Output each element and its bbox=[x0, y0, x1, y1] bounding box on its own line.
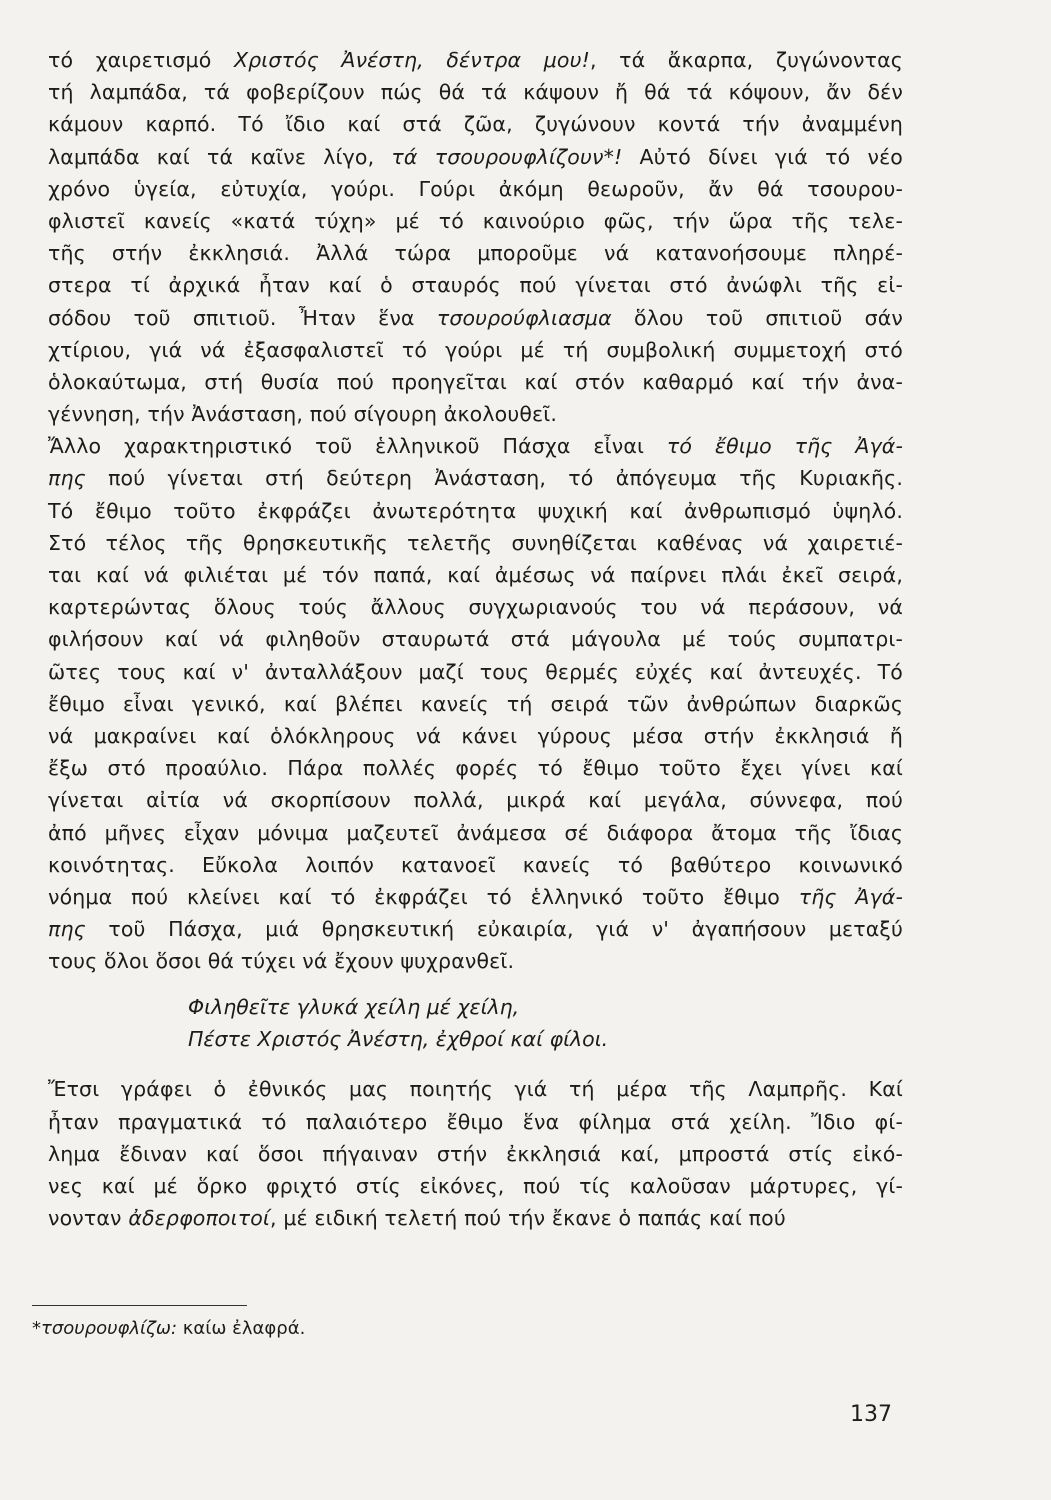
text-span: τῆς στήν ἐκκλησιά. Ἀλλά τώρα μποροῦμε νά κατανοήσουμε πληρέ- bbox=[48, 241, 903, 266]
text-line bbox=[48, 591, 903, 623]
text-line bbox=[48, 269, 903, 301]
text-line bbox=[48, 334, 903, 366]
text-span: Αὐτό δίνει γιά τό νέο bbox=[622, 144, 903, 169]
text-line bbox=[48, 623, 903, 655]
text-span: τους ὅλοι ὅσοι θά τύχει νά ἔχουν ψυχρανθεῖ. bbox=[48, 949, 515, 974]
text-span: ἔξω στό προαύλιο. Πάρα πολλές φορές τό ἔθιμο τοῦτο ἔχει γίνει καί bbox=[48, 756, 903, 781]
text-span: ἀπό μῆνες εἶχαν μόνιμα μαζευτεῖ ἀνάμεσα σέ διάφορα ἄτομα τῆς ἴδιας bbox=[48, 820, 903, 845]
paragraph-1 bbox=[48, 44, 903, 430]
text-span: Ἄλλο χαρακτηριστικό τοῦ ἑλληνικοῦ Πάσχα εἶναι bbox=[48, 434, 667, 459]
text-line bbox=[48, 849, 903, 881]
text-span: χτίριου, γιά νά ἐξασφαλιστεῖ τό γούρι μέ τή συμβολική συμμετοχή στό bbox=[48, 337, 903, 362]
text-line bbox=[48, 945, 903, 977]
text-line bbox=[48, 430, 903, 462]
text-span: λαμπάδα καί τά καῖνε λίγο, bbox=[48, 144, 392, 169]
text-line bbox=[48, 1138, 903, 1170]
text-span: πού γίνεται στή δεύτερη Ἀνάσταση, τό ἀπόγευμα τῆς Κυριακῆς. bbox=[85, 466, 903, 491]
text-line bbox=[48, 559, 903, 591]
text-span: ἦταν πραγματικά τό παλαιότερο ἔθιμο ἕνα φίλημα στά χείλη. Ἴδιο φί- bbox=[48, 1109, 903, 1134]
text-line bbox=[48, 302, 903, 334]
text-line bbox=[48, 205, 903, 237]
poem-line-2: Πέστε Χριστός Ἀνέστη, ἐχθροί καί φίλοι. bbox=[188, 1027, 609, 1052]
text-span: τοῦ Πάσχα, μιά θρησκευτική εὐκαιρία, γιά ν' ἀγαπήσουν μεταξύ bbox=[85, 917, 903, 942]
text-span: Ἔτσι γράφει ὁ ἐθνικός μας ποιητής γιά τή μέρα τῆς Λαμπρῆς. Καί bbox=[48, 1077, 903, 1102]
text-span: Στό τέλος τῆς θρησκευτικῆς τελετῆς συνηθίζεται καθένας νά χαιρετιέ- bbox=[48, 530, 903, 555]
text-line bbox=[48, 881, 903, 913]
footnote-term: *τσουρουφλίζω: bbox=[32, 1318, 178, 1339]
text-span: φλιστεῖ κανείς «κατά τύχη» μέ τό καινούριο φῶς, τήν ὥρα τῆς τελε- bbox=[48, 208, 903, 233]
body-text bbox=[48, 44, 903, 1234]
text-line bbox=[48, 688, 903, 720]
text-span: ὅλου τοῦ σπιτιοῦ σάν bbox=[611, 305, 903, 330]
footnote-definition: καίω ἐλαφρά. bbox=[177, 1318, 306, 1339]
text-span: ται καί νά φιλιέται μέ τόν παπά, καί ἀμέσως νά παίρνει πλάι ἐκεῖ σειρά, bbox=[48, 563, 903, 587]
text-line bbox=[48, 76, 903, 108]
page-number: 137 bbox=[850, 1402, 892, 1427]
text-span: γέννηση, τήν Ἀνάσταση, πού σίγουρη ἀκολουθεῖ. bbox=[48, 402, 558, 427]
text-span: νόημα πού κλείνει καί τό ἐκφράζει τό ἑλληνικό τοῦτο ἔθιμο bbox=[48, 884, 799, 909]
text-line bbox=[48, 173, 903, 205]
text-span: τό χαιρετισμό bbox=[48, 48, 234, 72]
text-span: ῶτες τους καί ν' ἀνταλλάξουν μαζί τους θερμές εὐχές καί ἀντευχές. Τό bbox=[48, 659, 903, 684]
text-span: χρόνο ὑγεία, εὐτυχία, γούρι. Γούρι ἀκόμη θεωροῦν, ἄν θά τσουρου- bbox=[48, 176, 903, 201]
text-line bbox=[48, 527, 903, 559]
text-line bbox=[48, 656, 903, 688]
text-span: νονταν bbox=[48, 1206, 129, 1231]
text-span: Τό ἔθιμο τοῦτο ἐκφράζει ἀνωτερότητα ψυχική καί ἀνθρωπισμό ὑψηλό. bbox=[48, 498, 903, 523]
italic-span: τῆς Ἀγά- bbox=[798, 884, 904, 909]
italic-span: ἀδερφοποιτοί bbox=[128, 1206, 270, 1231]
text-span: καρτερώντας ὅλους τούς ἄλλους συγχωριανούς του νά περάσουν, νά bbox=[48, 595, 903, 620]
paragraph-2 bbox=[48, 430, 903, 977]
text-line bbox=[48, 398, 903, 430]
text-line bbox=[48, 1073, 903, 1105]
text-line bbox=[48, 44, 903, 76]
text-line bbox=[48, 913, 903, 945]
italic-span: πης bbox=[48, 917, 86, 942]
text-line bbox=[48, 817, 903, 849]
text-line bbox=[48, 108, 903, 140]
text-span: νες καί μέ ὅρκο φριχτό στίς εἰκόνες, πού τίς καλοῦσαν μάρτυρες, γί- bbox=[48, 1174, 903, 1198]
text-line bbox=[48, 1106, 903, 1138]
text-line bbox=[48, 366, 903, 398]
text-span: ὁλοκαύτωμα, στή θυσία πού προηγεῖται καί στόν καθαρμό καί τήν ἀνα- bbox=[48, 369, 903, 394]
text-span: ἔθιμο εἶναι γενικό, καί βλέπει κανείς τή σειρά τῶν ἀνθρώπων διαρκῶς bbox=[48, 691, 903, 716]
text-span: φιλήσουν καί νά φιληθοῦν σταυρωτά στά μάγουλα μέ τούς συμπατρι- bbox=[48, 627, 903, 652]
text-span: , μέ ειδική τελετή πού τήν ἔκανε ὁ παπάς καί πού bbox=[270, 1206, 786, 1231]
italic-span: τσουρούφλιασμα bbox=[436, 305, 612, 330]
text-span: σόδου τοῦ σπιτιοῦ. Ἦταν ἕνα bbox=[48, 305, 437, 330]
text-line bbox=[48, 784, 903, 816]
poem-quote bbox=[188, 991, 903, 1055]
italic-span: τά τσουρουφλίζουν*! bbox=[391, 144, 623, 169]
italic-span: πης bbox=[48, 466, 86, 491]
text-span: κοινότητας. Εὔκολα λοιπόν κατανοεῖ κανείς τό βαθύτερο κοινωνικό bbox=[48, 852, 903, 877]
text-span: κάμουν καρπό. Τό ἴδιο καί στά ζῶα, ζυγώνουν κοντά τήν ἀναμμένη bbox=[48, 112, 903, 137]
text-span: , τά ἄκαρπα, ζυγώνοντας bbox=[589, 48, 903, 72]
text-span: τή λαμπάδα, τά φοβερίζουν πώς θά τά κάψουν ἤ θά τά κόψουν, ἄν δέν bbox=[48, 80, 903, 105]
text-span: γίνεται αἰτία νά σκορπίσουν πολλά, μικρά καί μεγάλα, σύννεφα, πού bbox=[48, 788, 903, 813]
italic-span: Χριστός Ἀνέστη, δέντρα μου! bbox=[233, 48, 590, 72]
italic-span: τό ἔθιμο τῆς Ἀγά- bbox=[666, 434, 903, 459]
text-span: λημα ἔδιναν καί ὅσοι πήγαιναν στήν ἐκκλησιά καί, μπροστά στίς εἰκό- bbox=[48, 1141, 903, 1166]
text-line bbox=[48, 720, 903, 752]
text-line bbox=[48, 1170, 903, 1202]
text-line bbox=[48, 1202, 903, 1234]
footnote bbox=[32, 1318, 305, 1339]
text-line bbox=[48, 752, 903, 784]
paragraph-3 bbox=[48, 1073, 903, 1234]
poem-line-1: Φιληθεῖτε γλυκά χείλη μέ χείλη, bbox=[188, 995, 520, 1020]
text-line bbox=[48, 462, 903, 494]
text-line bbox=[48, 495, 903, 527]
text-span: νά μακραίνει καί ὁλόκληρους νά κάνει γύρους μέσα στήν ἐκκλησιά ἤ bbox=[48, 723, 903, 748]
text-line bbox=[48, 141, 903, 173]
footnote-rule bbox=[32, 1305, 247, 1306]
text-span: στερα τί ἀρχικά ἦταν καί ὁ σταυρός πού γίνεται στό ἀνώφλι τῆς εἰ- bbox=[48, 273, 903, 298]
text-line bbox=[48, 237, 903, 269]
